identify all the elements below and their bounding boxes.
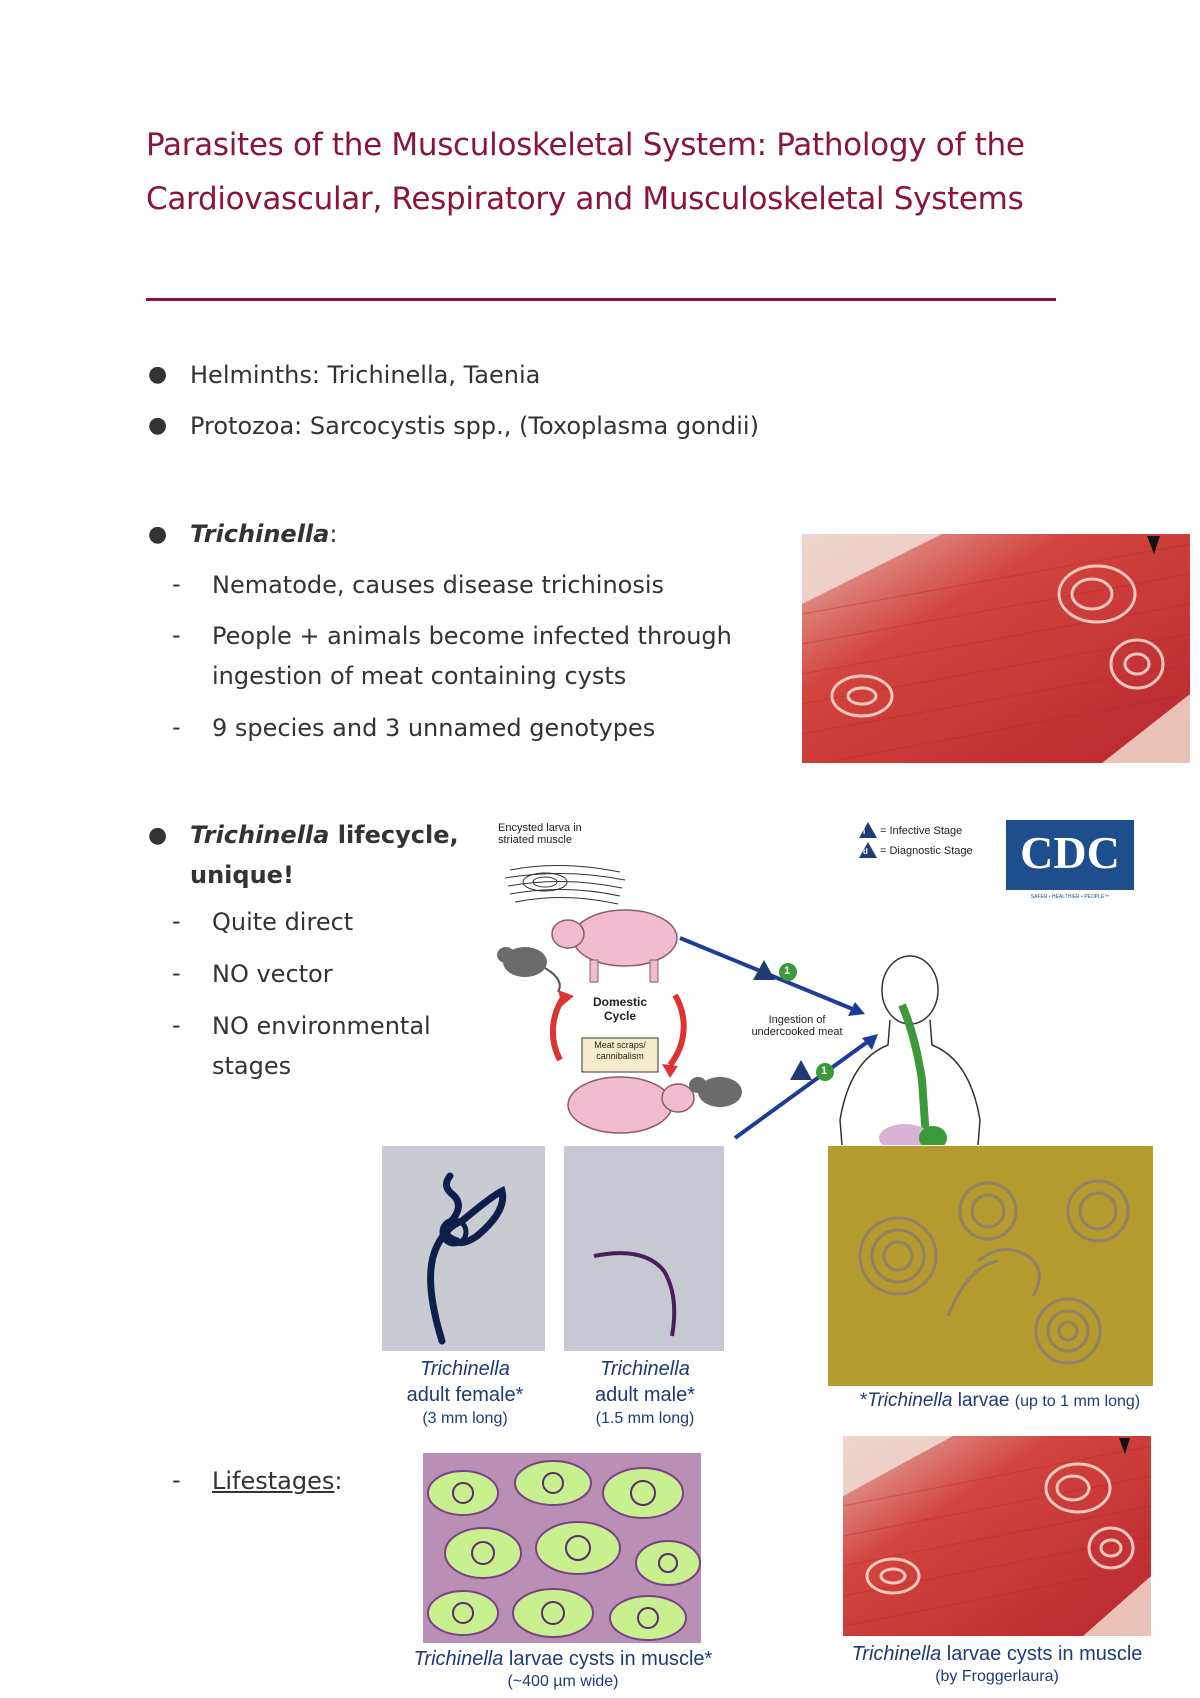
step-number: 1 xyxy=(784,965,791,977)
encysted-larva-sketch xyxy=(505,865,625,904)
dash-marker: - xyxy=(172,570,181,598)
dash-marker: - xyxy=(172,1466,181,1494)
caption-larvae: *Trichinella larvae (up to 1 mm long) xyxy=(859,1390,1141,1411)
diagnostic-mark: d xyxy=(863,847,868,856)
list-item: People + animals become infected through xyxy=(212,622,732,650)
legend-diagnostic: = Diagnostic Stage xyxy=(880,845,973,857)
list-item: Protozoa: Sarcocystis spp., (Toxoplasma gondii) xyxy=(190,412,759,440)
list-item: Nematode, causes disease trichinosis xyxy=(212,571,665,599)
adult-female-image xyxy=(382,1146,545,1351)
legend-infective: = Infective Stage xyxy=(880,825,963,837)
rat-icon xyxy=(497,947,560,992)
page-title: Parasites of the Musculoskeletal System: Pathology of the Cardiovascular, Respiratory and Musculoskeletal Systems xyxy=(146,127,1025,217)
list-item: stages xyxy=(212,1052,292,1080)
list-item: NO vector xyxy=(212,960,333,988)
adult-male-image xyxy=(564,1146,724,1351)
dash-marker: - xyxy=(172,1011,181,1039)
caption-adult-female: Trichinella adult female* (3 mm long) xyxy=(406,1358,524,1427)
lifecycle-diagram xyxy=(470,820,1160,1145)
cycle-box-label: Meat scraps/ cannibalism xyxy=(594,1040,646,1061)
dash-marker: - xyxy=(172,621,181,649)
section-heading: Trichinella: xyxy=(190,520,338,548)
list-item: Helminths: Trichinella, Taenia xyxy=(190,361,541,389)
pig-icon xyxy=(568,1077,694,1133)
caption-adult-male: Trichinella adult male* (1.5 mm long) xyxy=(594,1358,696,1427)
title-divider xyxy=(146,298,1056,301)
rat-icon xyxy=(689,1077,742,1107)
larvae-image xyxy=(828,1146,1153,1386)
list-item: Quite direct xyxy=(212,908,354,936)
encysted-label: Encysted larva in striated muscle xyxy=(498,822,582,846)
cdc-logo: CDC xyxy=(1020,827,1120,878)
muscle-cysts-image xyxy=(843,1436,1151,1636)
bullet-dot: ● xyxy=(148,823,168,848)
ingestion-label: Ingestion of undercooked meat xyxy=(751,1014,843,1038)
bullet-dot: ● xyxy=(148,413,168,438)
step-number: 1 xyxy=(821,1065,828,1077)
dash-marker: - xyxy=(172,907,181,935)
caption-cysts-froggerlaura: Trichinella larvae cysts in muscle (by Froggerlaura) xyxy=(851,1643,1143,1685)
human-icon xyxy=(840,956,980,1145)
infective-mark: i xyxy=(863,827,866,836)
dash-marker: - xyxy=(172,713,181,741)
list-item: 9 species and 3 unnamed genotypes xyxy=(212,714,656,742)
section-heading: Trichinella lifecycle, xyxy=(190,821,459,849)
dash-marker: - xyxy=(172,959,181,987)
cdc-tagline: SAFER • HEALTHIER • PEOPLE™ xyxy=(1030,894,1110,900)
cysts-stained-image xyxy=(423,1453,701,1643)
bullet-dot: ● xyxy=(148,362,168,387)
section-heading-line2: unique! xyxy=(190,861,294,889)
list-item: ingestion of meat containing cysts xyxy=(212,662,627,690)
cycle-label: Domestic Cycle xyxy=(592,995,648,1023)
muscle-histology-image xyxy=(802,534,1190,763)
lifestages-label: Lifestages: xyxy=(212,1467,343,1495)
caption-cysts-muscle: Trichinella larvae cysts in muscle* (~400 µm wide) xyxy=(413,1648,713,1690)
list-item: NO environmental xyxy=(212,1012,431,1040)
bullet-dot: ● xyxy=(148,522,168,547)
pig-icon xyxy=(552,910,677,982)
